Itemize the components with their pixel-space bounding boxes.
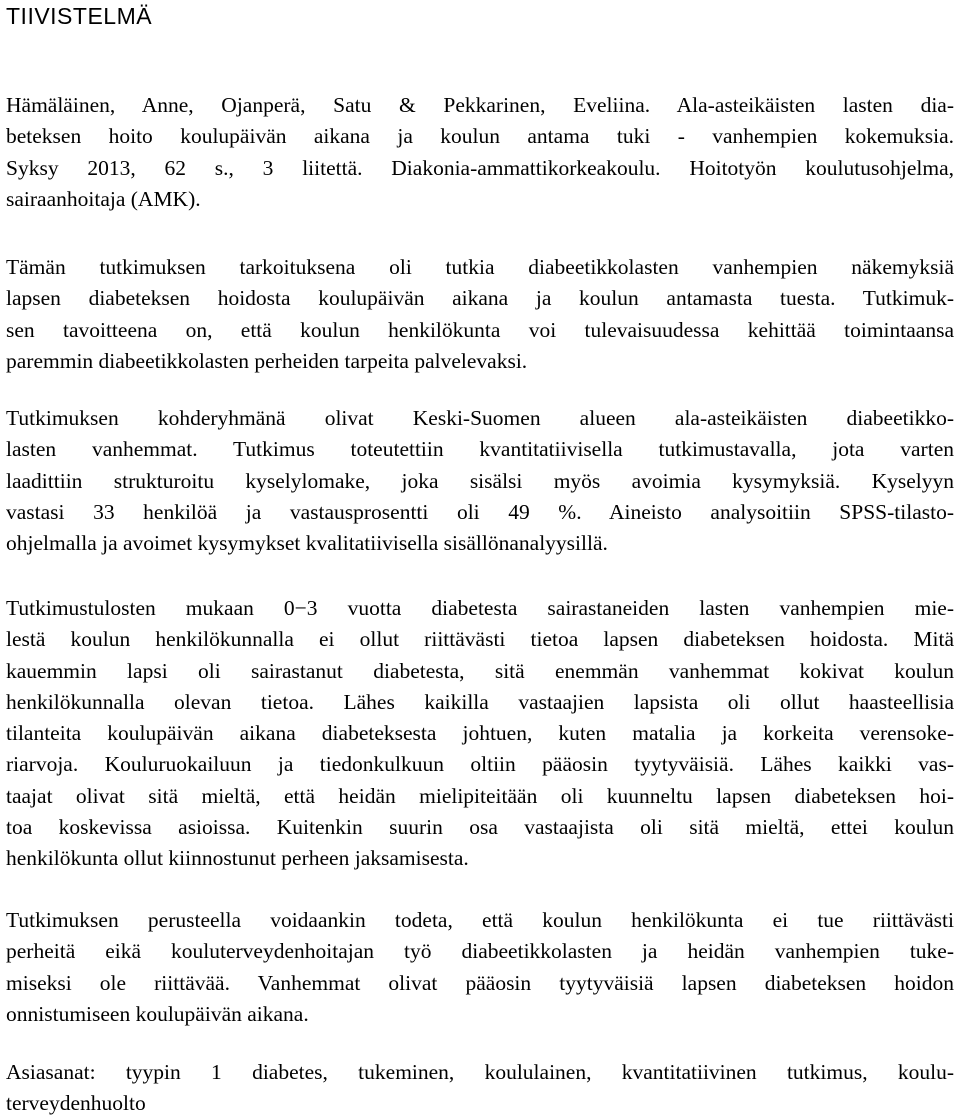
text-line: ohjelmalla ja avoimet kysymykset kvalitatiivisella sisällönanalyysillä. — [6, 531, 608, 556]
text-line: Tutkimustulosten mukaan 0−3 vuotta diabetesta sairastaneiden lasten vanhempien mie- — [6, 596, 954, 620]
text-line: Tämän tutkimuksen tarkoituksena oli tutkia diabeetikkolasten vanhempien näkemyksiä — [6, 255, 954, 279]
text-line: henkilökunnalla olevan tietoa. Lähes kaikilla vastaajien lapsista oli ollut haasteellisia — [6, 689, 954, 714]
text-line: terveydenhuolto — [6, 1091, 146, 1116]
text-line: Syksy 2013, 62 s., 3 liitettä. Diakonia-ammattikorkeakoulu. Hoitotyön koulutusohjelma, — [6, 155, 954, 180]
text-line: lasten vanhemmat. Tutkimus toteutettiin kvantitatiivisella tutkimustavalla, jota varten — [6, 437, 954, 462]
keywords-paragraph — [6, 1057, 954, 1120]
text-line: beteksen hoito koulupäivän aikana ja koulun antama tuki - vanhempien kokemuksia. — [6, 124, 954, 149]
citation-paragraph — [6, 90, 954, 215]
text-line: toa koskevissa asioissa. Kuitenkin suurin osa vastaajista oli sitä mieltä, ettei koulun — [6, 815, 954, 840]
text-line: taajat olivat sitä mieltä, että heidän mielipiteitään oli kuunneltu lapsen diabeteksen hoi- — [6, 783, 954, 808]
text-line: paremmin diabeetikkolasten perheiden tarpeita palvelevaksi. — [6, 348, 528, 373]
text-line: onnistumiseen koulupäivän aikana. — [6, 1001, 309, 1026]
text-line: Tutkimuksen perusteella voidaankin todeta, että koulun henkilökunta ei tue riittävästi — [6, 908, 954, 932]
text-line: sairaanhoitaja (AMK). — [6, 186, 201, 211]
text-line: lapsen diabeteksen hoidosta koulupäivän aikana ja koulun antamasta tuesta. Tutkimuk- — [6, 286, 954, 311]
text-line: Tutkimuksen kohderyhmänä olivat Keski-Suomen alueen ala-asteikäisten diabeetikko- — [6, 406, 954, 430]
text-line: perheitä eikä kouluterveydenhoitajan työ diabeetikkolasten ja heidän vanhempien tuke- — [6, 939, 954, 964]
methods-paragraph — [6, 403, 954, 559]
page-title: TIIVISTELMÄ — [6, 3, 153, 29]
text-line: miseksi ole riittävää. Vanhemmat olivat pääosin tyytyväisiä lapsen diabeteksen hoidon — [6, 970, 954, 995]
text-line: riarvoja. Kouluruokailuun ja tiedonkulkuun oltiin pääosin tyytyväisiä. Lähes kaikki vas- — [6, 752, 954, 777]
results-paragraph — [6, 593, 954, 875]
conclusion-paragraph — [6, 905, 954, 1030]
purpose-paragraph — [6, 252, 954, 377]
text-line: tilanteita koulupäivän aikana diabeteksesta johtuen, kuten matalia ja korkeita verensoke- — [6, 721, 954, 746]
text-line: henkilökunta ollut kiinnostunut perheen jaksamisesta. — [6, 846, 469, 871]
text-line: laadittiin strukturoitu kyselylomake, joka sisälsi myös avoimia kysymyksiä. Kyselyyn — [6, 468, 954, 493]
text-line: lestä koulun henkilökunnalla ei ollut riittävästi tietoa lapsen diabeteksen hoidosta. Mitä — [6, 627, 954, 652]
text-line: kauemmin lapsi oli sairastanut diabetesta, sitä enemmän vanhemmat kokivat koulun — [6, 658, 954, 683]
text-line: sen tavoitteena on, että koulun henkilökunta voi tulevaisuudessa kehittää toimintaansa — [6, 317, 954, 342]
text-line: vastasi 33 henkilöä ja vastausprosentti oli 49 %. Aineisto analysoitiin SPSS-tilasto- — [6, 499, 954, 524]
text-line: Hämäläinen, Anne, Ojanperä, Satu & Pekkarinen, Eveliina. Ala-asteikäisten lasten dia- — [6, 93, 954, 117]
text-line: Asiasanat: tyypin 1 diabetes, tukeminen, koululainen, kvantitatiivinen tutkimus, koulu- — [6, 1060, 954, 1084]
